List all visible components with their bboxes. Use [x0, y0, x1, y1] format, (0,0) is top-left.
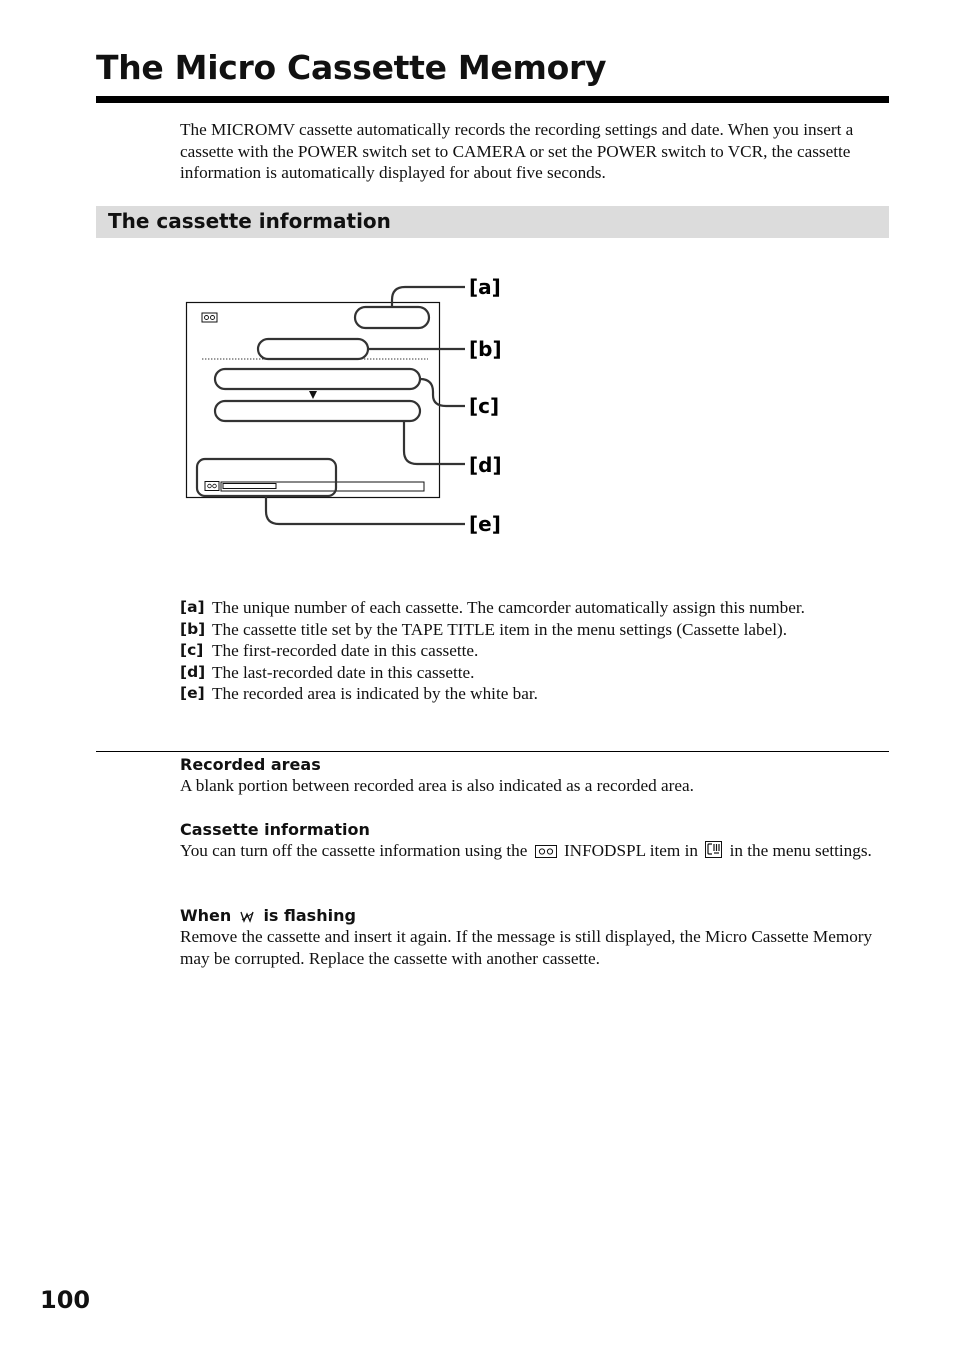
- note-body: Remove the cassette and insert it again. If the message is still displayed, the Micro Cassette Memory may be corrupted. Replace the cassette with another cassette.: [180, 927, 873, 968]
- legend-item: [180, 597, 890, 619]
- callout-label-b: [b]: [469, 337, 502, 361]
- legend-text: The cassette title set by the TAPE TITLE item in the menu settings (Cassette label).: [212, 619, 788, 639]
- legend-item: [180, 619, 890, 641]
- page-title: The Micro Cassette Memory: [96, 48, 607, 87]
- callout-label-d: [d]: [469, 453, 502, 477]
- note-text: You can turn off the cassette information using the: [180, 841, 528, 860]
- last-date-field: [215, 401, 420, 421]
- cassette-number-field: [355, 307, 429, 328]
- legend-item: [180, 662, 890, 684]
- note-text: in the menu settings.: [729, 841, 872, 860]
- first-date-field: [215, 369, 420, 389]
- note-heading-part: is flashing: [263, 906, 356, 925]
- cassette-title-field: [258, 339, 368, 359]
- memory-warning-icon: [240, 910, 255, 923]
- note-text: INFODSPL item in: [563, 841, 698, 860]
- legend-item: [180, 683, 890, 705]
- recorded-area-bar: [223, 484, 276, 489]
- note-heading-part: When: [180, 906, 232, 925]
- legend-key: [d]: [180, 662, 206, 681]
- small-cassette-icon: [205, 482, 219, 491]
- legend-text: The first-recorded date in this cassette.: [212, 641, 479, 661]
- legend-text: The unique number of each cassette. The camcorder automatically assign this number.: [212, 598, 805, 617]
- note-heading: Recorded areas: [180, 755, 321, 774]
- intro-paragraph: The MICROMV cassette automatically records the recording settings and date. When you insert a cassette with the POWER switch set to CAMERA or set the POWER switch to VCR, the cassette information is automatically displayed for about five seconds.: [180, 120, 854, 183]
- note-flashing: [180, 905, 880, 969]
- legend-key: [a]: [180, 598, 205, 616]
- legend-key: [e]: [180, 684, 205, 703]
- callout-label-a: [a]: [469, 275, 501, 299]
- callout-label-c: [c]: [469, 394, 500, 418]
- cassette-icon: [202, 313, 217, 322]
- section-title: The cassette information: [108, 209, 391, 233]
- legend-key: [c]: [180, 641, 204, 660]
- legend-text: The last-recorded date in this cassette.: [212, 662, 475, 682]
- notes-divider: [96, 751, 889, 752]
- legend-text: The recorded area is indicated by the white bar.: [212, 684, 538, 704]
- cassette-icon: [535, 845, 557, 858]
- legend-key: [b]: [180, 619, 206, 638]
- legend-item: [180, 640, 890, 662]
- legend-list: [180, 597, 890, 705]
- note-heading: [180, 905, 880, 926]
- page-number: 100: [40, 1286, 91, 1314]
- note-body: A blank portion between recorded area is also indicated as a recorded area.: [180, 776, 694, 795]
- setup-menu-icon: [705, 841, 722, 858]
- note-recorded-areas: [180, 754, 880, 797]
- cassette-info-diagram: [0, 0, 954, 580]
- callout-label-e: [e]: [469, 512, 501, 536]
- note-cassette-information: [180, 819, 880, 862]
- note-heading: Cassette information: [180, 820, 370, 839]
- note-body: [180, 840, 880, 862]
